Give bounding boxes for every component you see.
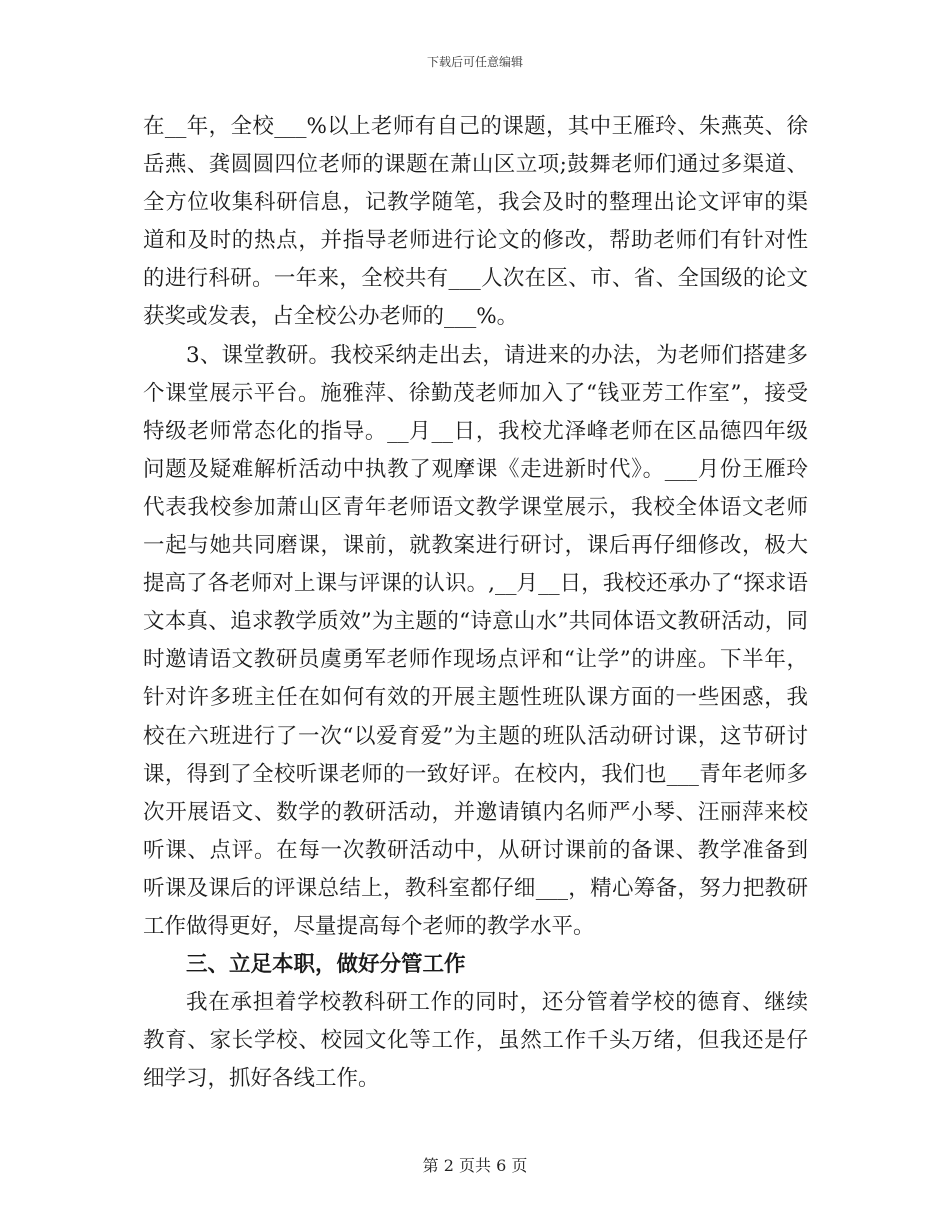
document-body — [143, 108, 808, 1098]
paragraph-classroom-research: 3、课堂教研。我校采纳走出去，请进来的办法，为老师们搭建多个课堂展示平台。施雅萍、徐勤茂老师加入了“钱亚芳工作室”，接受特级老师常态化的指导。__月__日，我校尤泽峰老师在区品德四年级问题及疑难解析活动中执教了观摩课《走进新时代》。___月份王雁玲代表我校参加萧山区青年老师语文教学课堂展示，我校全体语文老师一起与她共同磨课，课前，就教案进行研讨，课后再仔细修改，极大提高了各老师对上课与评课的认识。,__月__日，我校还承办了“探求语文本真、追求教学质效”为主题的“诗意山水”共同体语文教研活动，同时邀请语文教研员虞勇军老师作现场点评和“让学”的讲座。下半年，针对许多班主任在如何有效的开展主题性班队课方面的一些困惑，我校在六班进行了一次“以爱育爱”为主题的班队活动研讨课，这节研讨课，得到了全校听课老师的一致好评。在校内，我们也___青年老师多次开展语文、数学的教研活动，并邀请镇内名师严小琴、汪丽萍来校听课、点评。在每一次教研活动中，从研讨课前的备课、教学准备到听课及课后的评课总结上，教科室都仔细___，精心筹备，努力把教研工作做得更好，尽量提高每个老师的教学水平。 — [143, 342, 808, 939]
paragraph-management-work: 我在承担着学校教科研工作的同时，还分管着学校的德育、继续教育、家长学校、校园文化等工作，虽然工作千头万绪，但我还是仔细学习，抓好各线工作。 — [143, 990, 808, 1092]
paragraph-research-papers: 在__年，全校___%以上老师有自己的课题，其中王雁玲、朱燕英、徐岳燕、龚圆圆四位老师的课题在萧山区立项;鼓舞老师们通过多渠道、全方位收集科研信息，记教学随笔，我会及时的整理出论文评审的渠道和及时的热点，并指导老师进行论文的修改，帮助老师们有针对性的进行科研。一年来，全校共有___人次在区、市、省、全国级的论文获奖或发表，占全校公办老师的___%。 — [143, 114, 808, 330]
section-heading-3: 三、立足本职，做好分管工作 — [186, 952, 466, 978]
page-footer: 第 2 页共 6 页 — [422, 1156, 528, 1175]
page-header: 下载后可任意编辑 — [426, 55, 523, 69]
